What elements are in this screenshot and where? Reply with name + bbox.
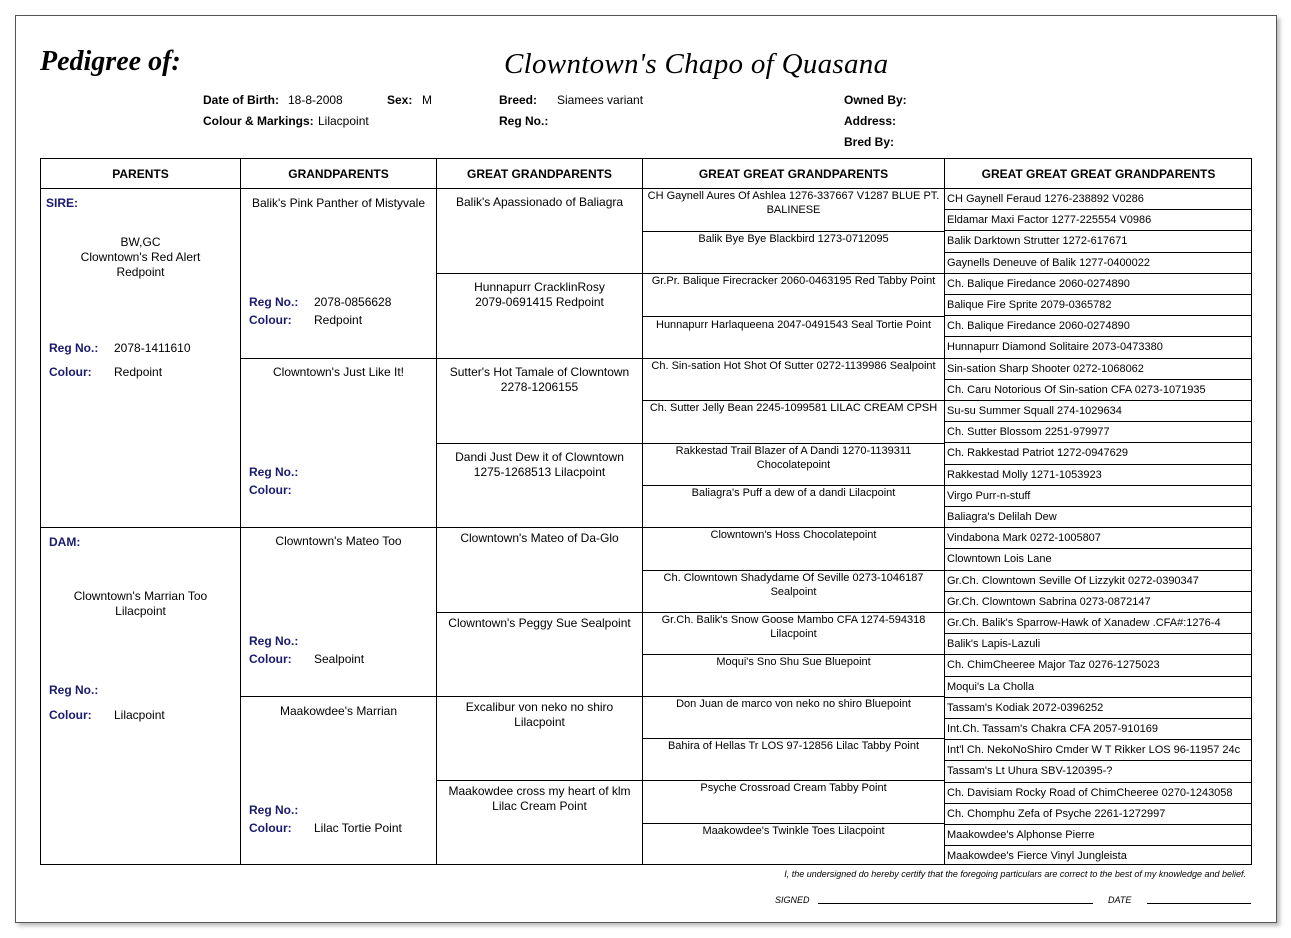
great-grandparent-line1: Clowntown's Peggy Sue Sealpoint <box>448 616 631 630</box>
gg-grandparent-cell <box>643 781 945 824</box>
ggg-grandparent-row: Ch. Caru Notorious Of Sin-sation CFA 0273-1071935 <box>945 380 1252 401</box>
gg-grandparent-line1: Maakowdee's Twinkle Toes Lilacpoint <box>702 825 885 837</box>
ggg-grandparent-row: Ch. Balique Firedance 2060-0274890 <box>945 274 1252 295</box>
gg-grandparent-cell <box>643 655 945 697</box>
grandparent-cell <box>241 189 437 359</box>
signature-line <box>818 903 1093 904</box>
breed-label: Breed: <box>499 93 538 107</box>
ggg-grandparent-row: Int.Ch. Tassam's Chakra CFA 2057-910169 <box>945 719 1252 740</box>
gg-grandparent-line2: BALINESE <box>766 204 821 216</box>
dob-label: Date of Birth: <box>203 93 279 107</box>
gg-grandparent-line1: Moqui's Sno Shu Sue Bluepoint <box>716 656 871 668</box>
grandparent-name: Maakowdee's Marrian <box>279 704 397 718</box>
grandparent-reg-label: Reg No.: <box>249 634 299 648</box>
gg-grandparent-cell <box>643 401 945 444</box>
pedigree-title-label: Pedigree of: <box>40 46 181 77</box>
sire-reg-label: Reg No.: <box>49 341 99 355</box>
dam-name: Clowntown's Marrian Too <box>73 589 208 603</box>
sire-label: SIRE: <box>46 196 79 210</box>
ggg-grandparent-row: Su-su Summer Squall 274-1029634 <box>945 401 1252 422</box>
gg-grandparent-cell <box>643 697 945 739</box>
great-grandparent-line2: Lilac Cream Point <box>492 799 587 813</box>
ggg-grandparent-row: Hunnapurr Diamond Solitaire 2073-0473380 <box>945 337 1252 358</box>
ggg-grandparent-row: Ch. Balique Firedance 2060-0274890 <box>945 316 1252 337</box>
header-great-great-great-grandparents: GREAT GREAT GREAT GRANDPARENTS <box>945 159 1252 189</box>
gg-grandparent-line1: Don Juan de marco von neko no shiro Bluepoint <box>676 698 911 710</box>
dam-colour-label: Colour: <box>49 708 92 722</box>
ggg-grandparent-row: Balik Darktown Strutter 1272-617671 <box>945 231 1252 252</box>
gg-grandparent-line1: Bahira of Hellas Tr LOS 97-12856 Lilac Tabby Point <box>667 740 920 752</box>
bred-by-label: Bred By: <box>844 135 895 149</box>
gg-grandparent-cell <box>643 486 945 528</box>
header-great-great-grandparents: GREAT GREAT GRANDPARENTS <box>643 159 945 189</box>
ggg-grandparent-row: Int'l Ch. NekoNoShiro Cmder W T Rikker LOS 96-11957 24c <box>945 740 1252 761</box>
gg-grandparent-line1: CH Gaynell Aures Of Ashlea 1276-337667 V1287 BLUE PT. <box>647 190 940 202</box>
grandparent-name: Balik's Pink Panther of Mistyvale <box>251 196 426 210</box>
great-grandparent-cell <box>437 189 643 274</box>
ggg-grandparent-row: Ch. Chomphu Zefa of Psyche 2261-1272997 <box>945 804 1252 825</box>
gg-grandparent-line1: Rakkestad Trail Blazer of A Dandi 1270-1139311 <box>675 445 912 457</box>
gg-grandparent-cell <box>643 528 945 571</box>
grandparent-reg-label: Reg No.: <box>249 295 299 309</box>
gg-grandparent-line1: Gr.Ch. Balik's Snow Goose Mambo CFA 1274-594318 <box>661 614 926 626</box>
grandparent-reg-label: Reg No.: <box>249 803 299 817</box>
gg-grandparent-cell <box>643 317 945 359</box>
header-grandparents: GRANDPARENTS <box>241 159 437 189</box>
owned-by-label: Owned By: <box>844 93 907 107</box>
sire-reg-value: 2078-1411610 <box>114 341 191 355</box>
gg-grandparent-cell <box>643 571 945 613</box>
ggg-grandparent-row: Eldamar Maxi Factor 1277-225554 V0986 <box>945 210 1252 231</box>
colour-markings-value: Lilacpoint <box>318 114 369 128</box>
reg-no-label: Reg No.: <box>499 114 549 128</box>
gg-grandparent-line1: Baliagra's Puff a dew of a dandi Lilacpoint <box>691 487 896 499</box>
gg-grandparent-cell <box>643 444 945 486</box>
sire-colour-label: Colour: <box>49 365 92 379</box>
ggg-grandparent-row: Vindabona Mark 0272-1005807 <box>945 528 1252 549</box>
ggg-grandparent-row: Ch. Sutter Blossom 2251-979977 <box>945 422 1252 443</box>
sire-cell <box>41 189 241 528</box>
grandparent-cell <box>241 359 437 528</box>
great-grandparent-cell <box>437 697 643 781</box>
certification-text: I, the undersigned do hereby certify that the foregoing particulars are correct to the best of my knowledge and belief. <box>784 869 1246 879</box>
grandparent-colour-label: Colour: <box>249 652 292 666</box>
cat-name-title: Clowntown's Chapo of Quasana <box>504 48 889 80</box>
gg-grandparent-line1: Ch. Sutter Jelly Bean 2245-1099581 LILAC CREAM CPSH <box>649 402 938 414</box>
gg-grandparent-line1: Ch. Clowntown Shadydame Of Seville 0273-1046187 <box>663 572 924 584</box>
gg-grandparent-cell <box>643 189 945 232</box>
ggg-grandparent-row: Moqui's La Cholla <box>945 677 1252 698</box>
address-label: Address: <box>844 114 897 128</box>
ggg-grandparent-row: Balique Fire Sprite 2079-0365782 <box>945 295 1252 316</box>
great-grandparent-cell <box>437 274 643 359</box>
gg-grandparent-line1: Balik Bye Bye Blackbird 1273-0712095 <box>698 233 889 245</box>
gg-grandparent-line1: Psyche Crossroad Cream Tabby Point <box>700 782 887 794</box>
great-grandparent-line1: Hunnapurr CracklinRosy <box>474 280 605 294</box>
great-grandparent-line1: Sutter's Hot Tamale of Clowntown <box>449 365 630 379</box>
grandparent-colour-label: Colour: <box>249 821 292 835</box>
grandparent-colour-label: Colour: <box>249 483 292 497</box>
dam-cell <box>41 528 241 865</box>
sire-name: Clowntown's Red Alert <box>80 250 201 264</box>
dam-colour-line: Lilacpoint <box>115 604 166 618</box>
header-great-grandparents: GREAT GRANDPARENTS <box>437 159 643 189</box>
grandparent-name: Clowntown's Mateo Too <box>275 534 402 548</box>
ggg-grandparent-row: Ch. Rakkestad Patriot 1272-0947629 <box>945 443 1252 464</box>
ggg-grandparent-row: Balik's Lapis-Lazuli <box>945 634 1252 655</box>
ggg-grandparent-row: Tassam's Kodiak 2072-0396252 <box>945 698 1252 719</box>
ggg-grandparent-row: Maakowdee's Fierce Vinyl Jungleista <box>947 850 1127 863</box>
ggg-grandparent-row: Gr.Ch. Clowntown Sabrina 0273-0872147 <box>945 592 1252 613</box>
great-grandparent-line1: Balik's Apassionado of Baliagra <box>455 195 624 209</box>
gg-grandparent-line2: Lilacpoint <box>770 628 817 640</box>
ggg-grandparent-row: Ch. Davisiam Rocky Road of ChimCheeree 0270-1243058 <box>945 783 1252 804</box>
grandparent-reg-label: Reg No.: <box>249 465 299 479</box>
gg-grandparent-cell <box>643 359 945 401</box>
great-grandparent-line1: Maakowdee cross my heart of klm <box>448 784 631 798</box>
sire-title: BW,GC <box>120 235 161 249</box>
gg-grandparent-line2: Sealpoint <box>770 586 817 598</box>
ggg-grandparent-row: Gr.Ch. Balik's Sparrow-Hawk of Xanadew .CFA#:1276-4 <box>945 613 1252 634</box>
dam-reg-label: Reg No.: <box>49 683 99 697</box>
gg-grandparent-line1: Gr.Pr. Balique Firecracker 2060-0463195 Red Tabby Point <box>651 275 936 287</box>
header-parents: PARENTS <box>41 159 241 189</box>
sire-colour-line: Redpoint <box>116 265 165 279</box>
breed-value: Siamees variant <box>557 93 644 107</box>
great-grandparent-cell <box>437 613 643 697</box>
grandparent-colour-value: Lilac Tortie Point <box>314 821 402 835</box>
great-grandparent-cell <box>437 528 643 613</box>
ggg-grandparent-row: Gaynells Deneuve of Balik 1277-0400022 <box>945 253 1252 274</box>
gg-grandparent-line2: Chocolatepoint <box>756 459 831 471</box>
great-grandparent-line2: 1275-1268513 Lilacpoint <box>473 465 606 479</box>
pedigree-sheet <box>15 15 1277 923</box>
ggg-grandparent-row: Gr.Ch. Clowntown Seville Of Lizzykit 0272-0390347 <box>945 571 1252 592</box>
ggg-grandparent-row: Sin-sation Sharp Shooter 0272-1068062 <box>945 359 1252 380</box>
ggg-grandparent-row: CH Gaynell Feraud 1276-238892 V0286 <box>945 189 1252 210</box>
ggg-grandparent-row: Maakowdee's Alphonse Pierre <box>945 825 1252 846</box>
grandparent-colour-value: Redpoint <box>314 313 363 327</box>
great-grandparent-line1: Clowntown's Mateo of Da-Glo <box>460 531 619 545</box>
ggg-grandparent-row: Virgo Purr-n-stuff <box>945 486 1252 507</box>
gg-grandparent-line1: Clowntown's Hoss Chocolatepoint <box>710 529 877 541</box>
colour-markings-label: Colour & Markings: <box>203 114 314 128</box>
great-grandparent-cell <box>437 444 643 528</box>
date-line <box>1147 903 1251 904</box>
great-grandparent-cell <box>437 359 643 444</box>
pedigree-table <box>40 158 1252 865</box>
great-grandparent-cell <box>437 781 643 865</box>
date-label: DATE <box>1108 895 1132 905</box>
sex-label: Sex: <box>387 93 413 107</box>
great-grandparent-line2: 2278-1206155 <box>500 380 579 394</box>
dob-value: 18-8-2008 <box>288 93 343 107</box>
gg-grandparent-cell <box>643 613 945 655</box>
ggg-grandparent-row: Rakkestad Molly 1271-1053923 <box>945 465 1252 486</box>
gg-grandparent-cell <box>643 739 945 781</box>
ggg-grandparent-row: Baliagra's Delilah Dew <box>945 507 1252 528</box>
great-grandparent-line2: 2079-0691415 Redpoint <box>475 295 604 309</box>
great-grandparent-line2: Lilacpoint <box>514 715 565 729</box>
great-grandparent-line1: Excalibur von neko no shiro <box>465 700 614 714</box>
ggg-grandparent-row: Clowntown Lois Lane <box>945 549 1252 570</box>
ggg-grandparent-row: Ch. ChimCheeree Major Taz 0276-1275023 <box>945 655 1252 676</box>
gg-grandparent-cell <box>643 232 945 274</box>
dam-colour-value: Lilacpoint <box>114 708 165 722</box>
grandparent-colour-label: Colour: <box>249 313 292 327</box>
grandparent-cell <box>241 697 437 865</box>
gg-grandparent-cell <box>643 824 945 865</box>
dam-label: DAM: <box>49 535 81 549</box>
grandparent-name: Clowntown's Just Like It! <box>272 365 404 379</box>
grandparent-colour-value: Sealpoint <box>314 652 365 666</box>
grandparent-reg-value: 2078-0856628 <box>314 295 392 309</box>
signed-label: SIGNED <box>775 895 810 905</box>
sex-value: M <box>422 93 432 107</box>
gg-grandparent-cell <box>643 274 945 317</box>
gg-grandparent-line1: Ch. Sin-sation Hot Shot Of Sutter 0272-1139986 Sealpoint <box>651 360 936 372</box>
sire-colour-value: Redpoint <box>114 365 163 379</box>
grandparent-cell <box>241 528 437 697</box>
ggg-grandparent-row: Tassam's Lt Uhura SBV-120395-? <box>945 761 1252 782</box>
gg-grandparent-line1: Hunnapurr Harlaqueena 2047-0491543 Seal Tortie Point <box>656 319 931 331</box>
great-grandparent-line1: Dandi Just Dew it of Clowntown <box>455 450 624 464</box>
